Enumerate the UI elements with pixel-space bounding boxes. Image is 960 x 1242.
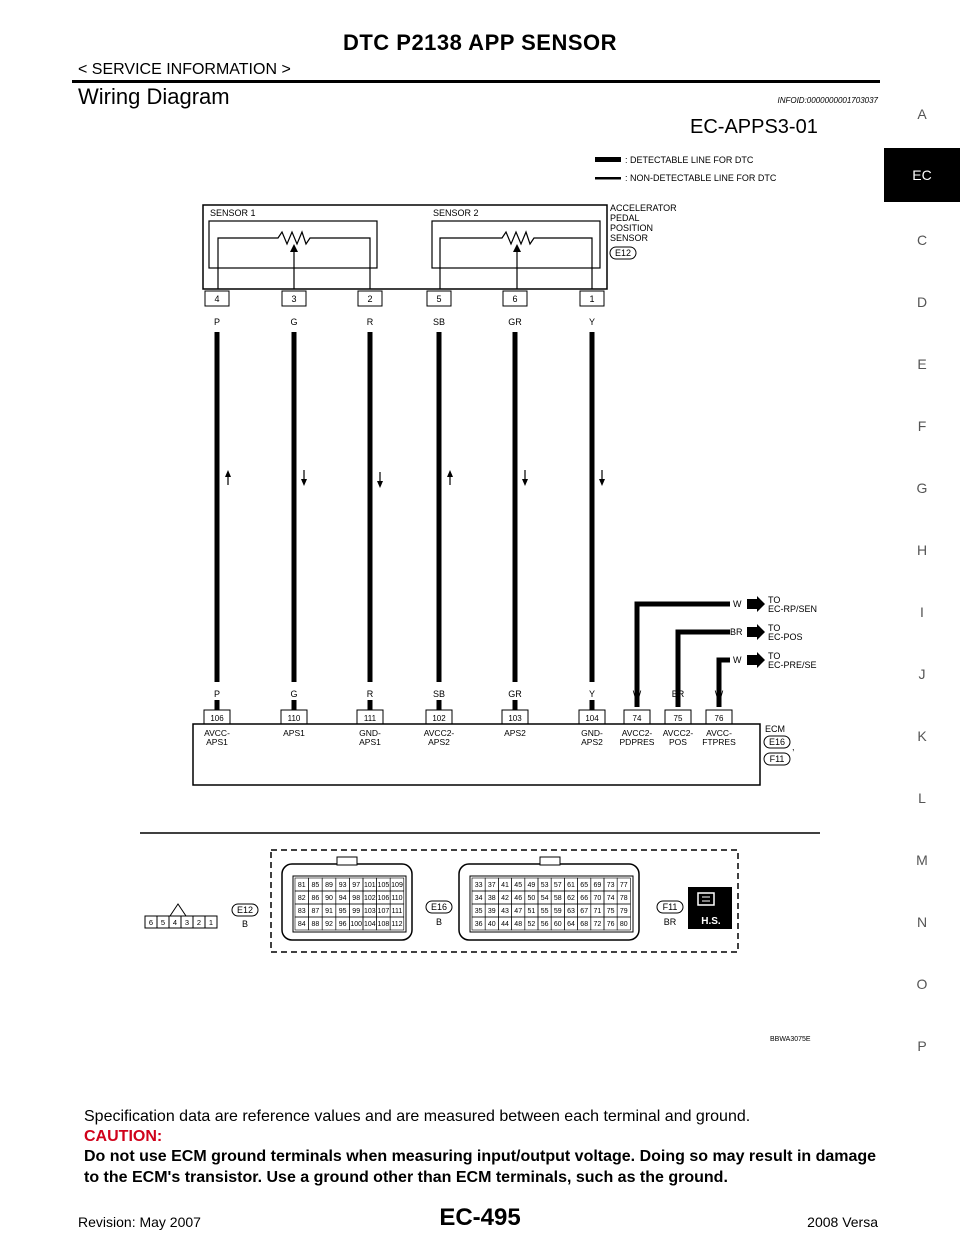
f11-pin-number: 46 (514, 895, 523, 902)
wire-color-ecm: G (290, 689, 298, 699)
wire-color-top: G (290, 317, 298, 327)
section-label: < SERVICE INFORMATION > (78, 61, 291, 78)
ecm-terminal-name: GND- (581, 728, 603, 738)
ecm-pin: 106 (210, 714, 224, 723)
f11-pin-number: 45 (514, 882, 523, 889)
sensor-pin: 4 (214, 294, 220, 304)
component-label-4: SENSOR (610, 233, 649, 243)
side-tab-o[interactable]: O (916, 976, 928, 992)
side-tab-p[interactable]: P (917, 1038, 927, 1054)
ecm-terminal-name: APS1 (206, 737, 228, 747)
side-tab-c[interactable]: C (916, 232, 928, 248)
ecm-pin: 104 (585, 714, 599, 723)
info-id: INFOID:0000000001703037 (777, 96, 878, 105)
side-tab-d[interactable]: D (916, 294, 928, 310)
e16-pin-number: 101 (363, 882, 376, 889)
wire-color-ecm: P (213, 689, 221, 699)
ecm-pin: 75 (673, 714, 683, 723)
side-tab-e[interactable]: E (917, 356, 927, 372)
f11-pin-number: 67 (580, 908, 589, 915)
ecm-label: ECM (765, 724, 785, 734)
ecm-terminal-name: AVCC2- (621, 728, 653, 738)
sensor-pin: 5 (436, 294, 442, 304)
f11-pin-number: 57 (553, 882, 562, 889)
f11-pin-number: 69 (593, 882, 602, 889)
f11-pin-number: 72 (593, 921, 602, 928)
ecm-pin: 74 (632, 714, 642, 723)
ecm-pin: 103 (508, 714, 522, 723)
page-title: DTC P2138 APP SENSOR (342, 30, 618, 55)
e16-pin-number: 98 (352, 895, 361, 902)
ecm-pin: 111 (363, 714, 377, 723)
to-arrow-icon (747, 624, 765, 640)
f11-pin-number: 49 (527, 882, 536, 889)
component-label-2: PEDAL (610, 213, 640, 223)
e12-pin: 4 (172, 918, 178, 927)
wire-color-top: R (366, 317, 374, 327)
f11-pin-number: 76 (606, 921, 615, 928)
ecm-terminal-name: APS1 (283, 728, 305, 738)
ecm-connector-id: E16 (768, 737, 786, 747)
wire-color-ecm: GR (508, 689, 522, 699)
figure-code: BBWA3075E (770, 1036, 811, 1043)
ecm-terminal-name: APS2 (504, 728, 526, 738)
f11-pin-number: 48 (514, 921, 523, 928)
e16-pin-number: 89 (325, 882, 333, 889)
to-ref-link[interactable]: EC-PRE/SE (768, 660, 817, 670)
f11-pin-number: 47 (514, 908, 523, 915)
e16-pin-number: 108 (377, 921, 390, 928)
e16-pin-number: 86 (311, 895, 320, 902)
flow-arrow-up (225, 470, 231, 477)
wire-color-ecm: BR (671, 689, 685, 699)
f11-pin-number: 43 (501, 908, 509, 915)
f11-latch (540, 857, 560, 865)
side-tab-ec[interactable]: EC (884, 148, 960, 202)
f11-pin-number: 62 (567, 895, 575, 902)
f11-pin-number: 54 (540, 895, 549, 902)
to-ref-link[interactable]: EC-POS (768, 632, 803, 642)
to-ref-color: BR (730, 627, 743, 637)
f11-pin-number: 74 (606, 895, 615, 902)
e16-pin-number: 102 (363, 895, 376, 902)
f11-pin-number: 78 (619, 895, 628, 902)
sensor2-box (432, 221, 600, 268)
caution-text: Do not use ECM ground terminals when measuring input/output voltage. Doing so may result in damage to the ECM's transistor. Use a ground other than ECM terminals, such as the ground. (84, 1148, 877, 1186)
e16-pin-number: 111 (391, 908, 403, 915)
e16-pin-number: 103 (363, 908, 376, 915)
side-tab-f[interactable]: F (917, 418, 927, 434)
ecm-terminal-name: AVCC- (706, 728, 732, 738)
wire-color-top: SB (432, 317, 446, 327)
to-arrow-icon (747, 596, 765, 612)
e16-pin-number: 106 (377, 895, 390, 902)
to-ref-link[interactable]: EC-RP/SEN (768, 604, 818, 614)
f11-pin-number: 70 (593, 895, 602, 902)
sensor-pin: 6 (512, 294, 518, 304)
e16-pin-number: 91 (325, 908, 333, 915)
e16-pin-number: 87 (311, 908, 320, 915)
f11-pin-number: 42 (501, 895, 509, 902)
legend-non-detectable-line (595, 177, 621, 180)
ecm-pin: 76 (714, 714, 724, 723)
wire-color-ecm: R (366, 689, 374, 699)
flow-arrow-down (599, 479, 605, 486)
to-ref-color: W (733, 599, 742, 609)
sensor-pin: 1 (589, 294, 595, 304)
e16-pin-number: 99 (352, 908, 361, 915)
f11-pin-number: 79 (619, 908, 628, 915)
e12-pin: 2 (196, 918, 202, 927)
component-label-3: POSITION (610, 223, 654, 233)
f11-pin-number: 73 (606, 882, 615, 889)
e16-pin-number: 93 (338, 882, 347, 889)
ecm-terminal-name: PDPRES (619, 737, 655, 747)
f11-pin-number: 34 (474, 895, 483, 902)
e16-pin-number: 112 (391, 921, 403, 928)
f11-pin-number: 58 (553, 895, 562, 902)
f11-pin-number: 40 (487, 921, 496, 928)
app-sensor-housing (203, 205, 607, 289)
e16-pin-number: 107 (377, 908, 390, 915)
f11-id: F11 (662, 902, 678, 912)
sensor2-label: SENSOR 2 (433, 208, 479, 218)
e16-pin-number: 96 (338, 921, 347, 928)
e12-pin: 6 (148, 918, 154, 927)
harness-side-label: H.S. (701, 916, 721, 927)
side-tab-m[interactable]: M (916, 852, 928, 868)
ecm-terminal-name: FTPRES (702, 737, 736, 747)
ecm-terminal-name: AVCC2- (662, 728, 694, 738)
ecm-connector-id: F11 (769, 754, 785, 764)
f11-pin-number: 38 (487, 895, 496, 902)
caution-label: CAUTION: (84, 1128, 163, 1145)
wire-color-top: GR (508, 317, 522, 327)
e16-pin-number: 97 (352, 882, 361, 889)
e16-pin-number: 81 (297, 882, 306, 889)
sensor-pin: 3 (291, 294, 297, 304)
f11-pin-number: 64 (567, 921, 575, 928)
legend-detectable-line (595, 157, 621, 162)
e12-pin: 5 (160, 918, 166, 927)
to-arrow-icon (747, 652, 765, 668)
side-tab-g[interactable]: G (916, 480, 928, 496)
e16-latch (337, 857, 357, 865)
wire-color-ecm: SB (432, 689, 446, 699)
ecm-terminal-name: AVCC- (204, 728, 230, 738)
e12-color: B (241, 919, 249, 929)
e12-id: E12 (236, 905, 254, 915)
side-tab-l[interactable]: L (918, 790, 926, 806)
f11-pin-number: 33 (474, 882, 483, 889)
f11-pin-number: 37 (487, 882, 496, 889)
f11-color: BR (663, 917, 677, 927)
f11-pin-number: 75 (606, 908, 615, 915)
f11-pin-number: 36 (474, 921, 483, 928)
sensor1-box (209, 221, 377, 268)
component-label-1: ACCELERATOR (610, 203, 677, 213)
f11-pin-number: 41 (501, 882, 509, 889)
f11-pin-number: 59 (553, 908, 562, 915)
f11-pin-number: 52 (527, 921, 536, 928)
side-tab-i[interactable]: I (920, 604, 924, 620)
f11-pin-number: 50 (527, 895, 536, 902)
f11-pin-number: 68 (580, 921, 589, 928)
wire-w-pre-se (719, 660, 730, 707)
component-connector-id: E12 (614, 248, 632, 258)
f11-pin-number: 55 (540, 908, 549, 915)
e16-pin-number: 109 (391, 882, 403, 889)
f11-pin-number: 66 (580, 895, 589, 902)
ecm-pin: 102 (432, 714, 446, 723)
wire-color-ecm: W (632, 689, 642, 699)
e12-pin: 3 (184, 918, 190, 927)
f11-pin-number: 65 (580, 882, 589, 889)
side-tab-a[interactable]: A (917, 106, 927, 122)
f11-pin-number: 63 (567, 908, 575, 915)
side-tab-n[interactable]: N (916, 914, 928, 930)
ecm-terminal-name: APS2 (581, 737, 603, 747)
flow-arrow-up (447, 470, 453, 477)
to-label[interactable]: TO (768, 595, 781, 605)
ecm-terminal-name: POS (669, 737, 687, 747)
to-label[interactable]: TO (768, 623, 781, 633)
f11-pin-number: 80 (619, 921, 628, 928)
side-tab-k[interactable]: K (917, 728, 927, 744)
sensor-pin: 2 (367, 294, 373, 304)
side-tab-j[interactable]: J (918, 666, 926, 682)
f11-pin-number: 35 (474, 908, 483, 915)
revision-date: Revision: May 2007 (78, 1214, 201, 1230)
sensor2-wiper-arrow (513, 244, 521, 252)
wire-color-top: P (213, 317, 221, 327)
e16-color: B (435, 917, 443, 927)
section-heading: Wiring Diagram (78, 84, 230, 109)
f11-pin-number: 44 (501, 921, 509, 928)
e16-shell (282, 864, 412, 940)
flow-arrow-down (301, 479, 307, 486)
e16-pin-number: 95 (338, 908, 347, 915)
e16-pin-number: 82 (297, 895, 306, 902)
e16-pin-number: 85 (311, 882, 320, 889)
legend-non-detectable-text: : NON-DETECTABLE LINE FOR DTC (625, 173, 777, 183)
ecm-terminal-name: GND- (359, 728, 381, 738)
sensor2-resistor (440, 232, 592, 289)
legend-detectable-text: : DETECTABLE LINE FOR DTC (625, 155, 754, 165)
e16-pin-number: 83 (297, 908, 306, 915)
connector-key-icon (170, 904, 186, 916)
f11-pin-number: 60 (553, 921, 562, 928)
e12-pin: 1 (208, 918, 214, 927)
diagram-id: EC-APPS3-01 (690, 116, 818, 138)
flow-arrow-down (377, 481, 383, 488)
f11-pin-number: 61 (567, 882, 575, 889)
f11-pin-number: 53 (540, 882, 549, 889)
ecm-terminal-name: APS1 (359, 737, 381, 747)
e16-pin-number: 90 (325, 895, 333, 902)
e16-pin-number: 92 (325, 921, 333, 928)
e16-pin-number: 105 (377, 882, 390, 889)
e16-pin-number: 94 (338, 895, 347, 902)
ecm-terminal-name: AVCC2- (423, 728, 455, 738)
to-label[interactable]: TO (768, 651, 781, 661)
to-ref-color: W (733, 655, 742, 665)
e16-pin-number: 84 (297, 921, 306, 928)
f11-pin-number: 71 (593, 908, 602, 915)
spec-note: Specification data are reference values and are measured between each terminal and ground. (84, 1108, 751, 1125)
ecm-pin: 110 (287, 714, 301, 723)
f11-shell (459, 864, 639, 940)
page-number: EC-495 (439, 1204, 521, 1231)
wire-color-top: Y (588, 317, 596, 327)
wire-color-ecm: Y (588, 689, 596, 699)
wire-color-ecm: W (714, 689, 724, 699)
sensor1-label: SENSOR 1 (210, 208, 256, 218)
e16-id: E16 (430, 902, 448, 912)
f11-pin-number: 56 (540, 921, 549, 928)
f11-pin-number: 39 (487, 908, 496, 915)
e16-pin-number: 110 (391, 895, 403, 902)
side-tab-h[interactable]: H (916, 542, 928, 558)
f11-pin-number: 51 (527, 908, 536, 915)
e16-pin-number: 104 (363, 921, 376, 928)
vehicle-model: 2008 Versa (807, 1214, 878, 1230)
sensor1-wiper-arrow (290, 244, 298, 252)
svg-text:,: , (792, 742, 795, 752)
e16-pin-number: 100 (350, 921, 363, 928)
e16-pin-number: 88 (311, 921, 320, 928)
f11-pin-number: 77 (619, 882, 628, 889)
ecm-terminal-name: APS2 (428, 737, 450, 747)
flow-arrow-down (522, 479, 528, 486)
